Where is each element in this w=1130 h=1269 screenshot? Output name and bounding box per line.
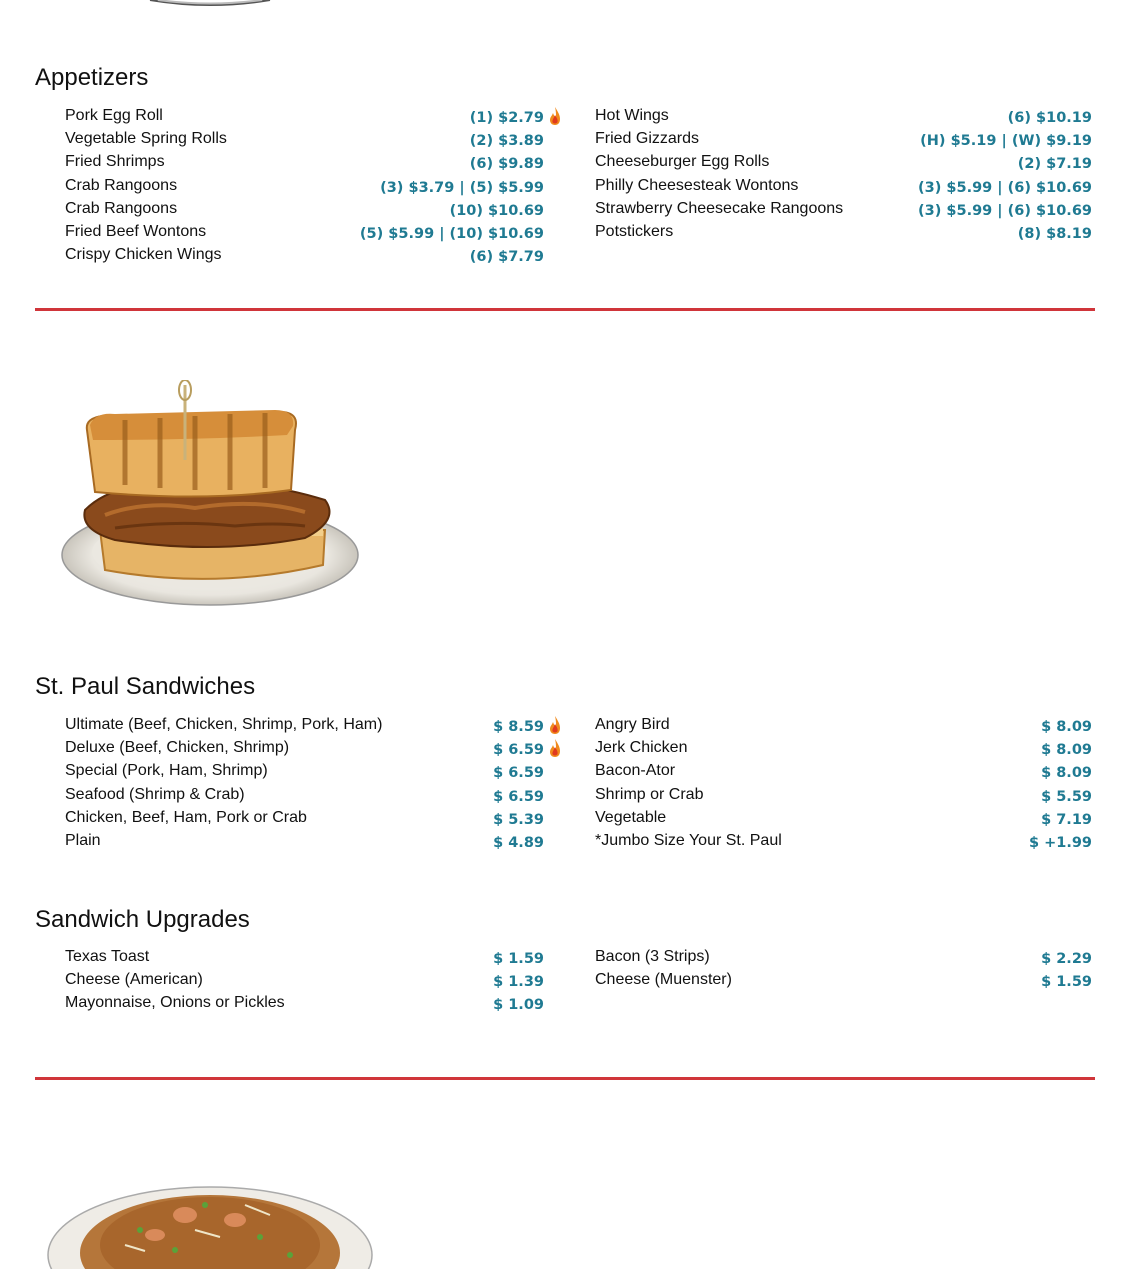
list-item [595, 947, 1095, 970]
item-name: Fried Beef Wontons [65, 222, 207, 240]
item-price: $ 1.59 [493, 951, 544, 967]
spicy-flame-icon [548, 715, 562, 735]
item-name: *Jumbo Size Your St. Paul [595, 831, 782, 849]
item-name: Angry Bird [595, 716, 670, 733]
upgrades-left-list [65, 947, 565, 1017]
plate-image-top [130, 0, 290, 8]
item-name: Bacon-Ator [595, 762, 676, 780]
section-title-sandwich-upgrades: Sandwich Upgrades [35, 906, 250, 933]
list-item [65, 808, 565, 831]
item-price: $ 5.39 [493, 811, 544, 828]
item-name: Fried Gizzards [595, 130, 700, 148]
list-item [595, 808, 1095, 831]
item-price: $ 5.59 [1041, 788, 1092, 805]
st-paul-left-list [65, 715, 565, 854]
item-name: Texas Toast [65, 948, 150, 965]
list-item [595, 761, 1095, 784]
item-price: (10) $10.69 [449, 202, 544, 219]
upgrades-right-list [595, 947, 1095, 993]
item-price: $ 2.29 [1041, 951, 1092, 967]
list-item [65, 176, 565, 199]
item-price: $ 6.59 [493, 765, 544, 782]
item-price: (6) $7.79 [469, 249, 544, 266]
appetizers-right-list [595, 106, 1095, 245]
section-divider [35, 308, 1095, 311]
item-name: Hot Wings [595, 107, 669, 124]
list-item [65, 245, 565, 268]
list-item [595, 129, 1095, 152]
spicy-flame-icon [548, 106, 562, 126]
list-item [65, 222, 565, 245]
item-name: Seafood (Shrimp & Crab) [65, 785, 245, 803]
sandwich-image [55, 380, 365, 615]
item-price: $ 6.59 [493, 742, 544, 759]
item-price: $ +1.99 [1028, 834, 1092, 851]
item-price: $ 7.19 [1041, 811, 1092, 828]
item-name: Crispy Chicken Wings [65, 246, 222, 264]
item-name: Vegetable Spring Rolls [65, 130, 227, 148]
item-price: $ 8.09 [1041, 719, 1092, 735]
section-title-st-paul-sandwiches: St. Paul Sandwiches [35, 673, 256, 700]
section-title-appetizers: Appetizers [35, 64, 149, 91]
item-price: (6) $10.19 [1007, 110, 1092, 126]
item-name: Cheese (Muenster) [595, 971, 732, 989]
list-item [595, 738, 1095, 761]
list-item [595, 715, 1095, 738]
item-name: Plain [65, 831, 101, 849]
list-item [595, 152, 1095, 175]
appetizers-left-list [65, 106, 565, 268]
item-price: (8) $8.19 [1017, 225, 1092, 242]
item-price: $ 1.39 [493, 974, 544, 991]
item-price: $ 1.09 [493, 997, 544, 1014]
item-price: (2) $7.19 [1017, 156, 1092, 173]
list-item [595, 970, 1095, 993]
item-name: Strawberry Cheesecake Rangoons [595, 199, 844, 217]
item-name: Cheese (American) [65, 971, 203, 989]
list-item [65, 715, 565, 738]
item-price: $ 1.59 [1041, 974, 1092, 991]
list-item [65, 199, 565, 222]
item-name: Fried Shrimps [65, 153, 165, 171]
item-price: $ 6.59 [493, 788, 544, 805]
item-name: Crab Rangoons [65, 199, 178, 217]
st-paul-right-list [595, 715, 1095, 854]
item-price: (3) $3.79 | (5) $5.99 [380, 179, 544, 196]
item-name: Potstickers [595, 222, 674, 240]
item-name: Jerk Chicken [595, 739, 688, 757]
item-price: $ 8.09 [1041, 765, 1092, 782]
list-item [65, 152, 565, 175]
item-price: $ 8.09 [1041, 742, 1092, 759]
item-name: Pork Egg Roll [65, 107, 163, 124]
item-price: (6) $9.89 [469, 156, 544, 173]
list-item [65, 970, 565, 993]
item-name: Ultimate (Beef, Chicken, Shrimp, Pork, Ham) [65, 716, 383, 733]
item-name: Deluxe (Beef, Chicken, Shrimp) [65, 739, 290, 757]
item-price: (H) $5.19 | (W) $9.19 [920, 133, 1092, 150]
list-item [595, 785, 1095, 808]
item-name: Special (Pork, Ham, Shrimp) [65, 762, 268, 780]
item-name: Philly Cheesesteak Wontons [595, 176, 799, 194]
item-name: Shrimp or Crab [595, 785, 704, 803]
item-price: $ 8.59 [493, 719, 544, 735]
item-name: Mayonnaise, Onions or Pickles [65, 994, 285, 1012]
list-item [65, 106, 565, 129]
item-name: Bacon (3 Strips) [595, 948, 710, 965]
list-item [65, 947, 565, 970]
item-price: (5) $5.99 | (10) $10.69 [359, 225, 544, 242]
list-item [65, 785, 565, 808]
item-name: Crab Rangoons [65, 176, 178, 194]
list-item [595, 222, 1095, 245]
list-item [65, 761, 565, 784]
list-item [65, 129, 565, 152]
item-name: Cheeseburger Egg Rolls [595, 153, 770, 171]
list-item [595, 831, 1095, 854]
list-item [65, 738, 565, 761]
spicy-flame-icon [548, 738, 562, 758]
list-item [595, 176, 1095, 199]
list-item [65, 831, 565, 854]
item-name: Vegetable [595, 808, 667, 826]
list-item [65, 993, 565, 1016]
item-name: Chicken, Beef, Ham, Pork or Crab [65, 808, 307, 826]
item-price: (2) $3.89 [469, 133, 544, 150]
fried-rice-image [45, 1175, 375, 1269]
item-price: (3) $5.99 | (6) $10.69 [918, 202, 1092, 219]
list-item [595, 106, 1095, 129]
item-price: (1) $2.79 [469, 110, 544, 126]
item-price: $ 4.89 [493, 834, 544, 851]
section-divider [35, 1077, 1095, 1080]
item-price: (3) $5.99 | (6) $10.69 [918, 179, 1092, 196]
list-item [595, 199, 1095, 222]
